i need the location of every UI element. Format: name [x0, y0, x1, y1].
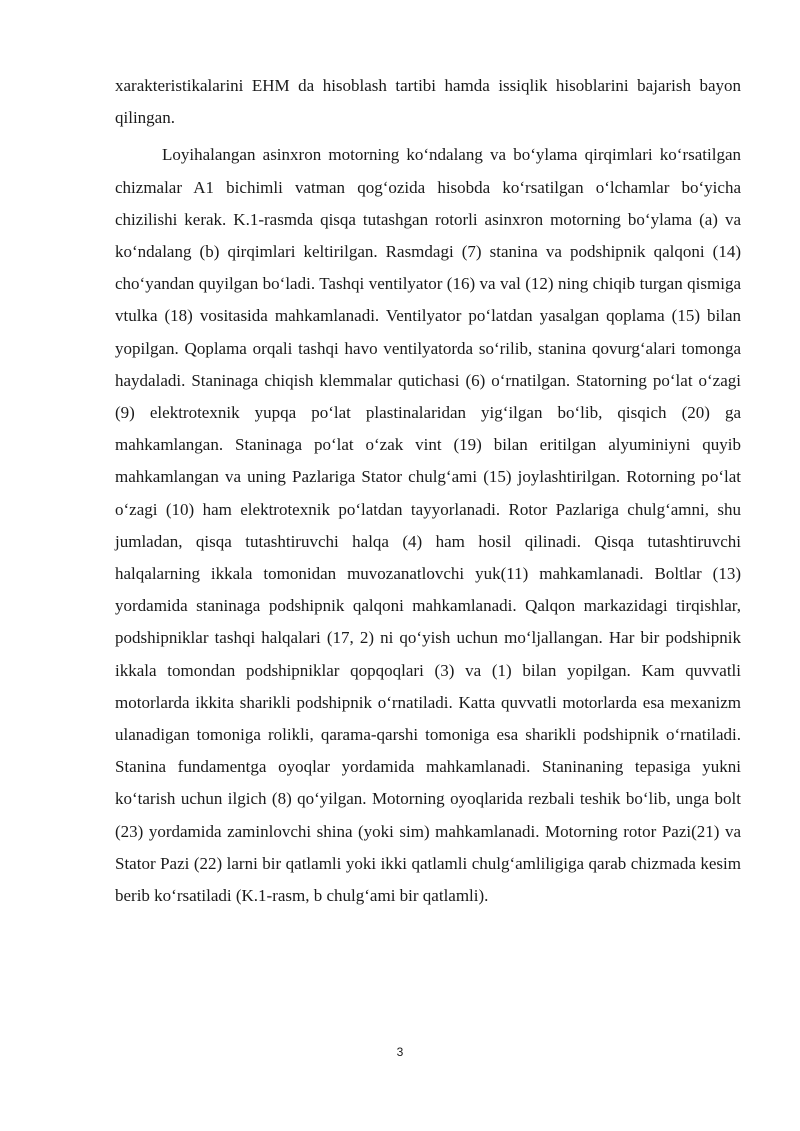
- paragraph-motor-description: Loyihalangan asinxron motorning koʻndalang va boʻylama qirqimlari koʻrsatilgan chizmalar A1 bichimli vatman qogʻozida hisobda koʻrsatilgan oʻlchamlar boʻyicha chizilishi kerak. K.1-rasmda qisqa tutashgan rotorli asinxron motorning boʻylama (a) va koʻndalang (b) qirqimlari keltirilgan. Rasmdagi (7) stanina va podshipnik qalqoni (14) choʻyandan quyilgan boʻladi. Tashqi ventilyator (16) va val (12) ning chiqib turgan qismiga vtulka (18) vositasida mahkamlanadi. Ventilyator poʻlatdan yasalgan qoplama (15) bilan yopilgan. Qoplama orqali tashqi havo ventilyatorda soʻrilib, stanina qovurgʻalari tomonga haydaladi. Staninaga chiqish klemmalar qutichasi (6) oʻrnatilgan. Statorning poʻlat oʻzagi (9) elektrotexnik yupqa poʻlat plastinalaridan yigʻilgan boʻlib, qisqich (20) ga mahkamlangan. Staninaga poʻlat oʻzak vint (19) bilan eritilgan alyuminiyni quyib mahkamlangan va uning Pazlariga Stator chulgʻami (15) joylashtirilgan. Rotorning poʻlat oʻzagi (10) ham elektrotexnik poʻlatdan tayyorlanadi. Rotor Pazlariga chulgʻamni, shu jumladan, qisqa tutashtiruvchi halqa (4) ham hosil qilinadi. Qisqa tutashtiruvchi halqalarning ikkala tomonidan muvozanatlovchi yuk(11) mahkamlanadi. Boltlar (13) yordamida staninaga podshipnik qalqoni mahkamlanadi. Qalqon markazidagi tirqishlar, podshipniklar tashqi halqalari (17, 2) ni qoʻyish uchun moʻljallangan. Har bir podshipnik ikkala tomondan podshipniklar qopqoqlari (3) va (1) bilan yopilgan. Kam quvvatli motorlarda ikkita sharikli podshipnik oʻrnatiladi. Katta quvvatli motorlarda esa mexanizm ulanadigan tomoniga rolikli, qarama-qarshi tomoniga esa sharikli podshipnik oʻrnatiladi. Stanina fundamentga oyoqlar yordamida mahkamlanadi. Staninaning tepasiga yukni koʻtarish uchun ilgich (8) qoʻyilgan. Motorning oyoqlarida rezbali teshik boʻlib, unga bolt (23) yordamida zaminlovchi shina (yoki sim) mahkamlanadi. Motorning rotor Pazi(21) va Stator Pazi (22) larni bir qatlamli yoki ikki qatlamli chulgʻamliligiga qarab chizmada kesim berib koʻrsatiladi (K.1-rasm, b chulgʻami bir qatlamli).: [115, 145, 741, 906]
- body-text: [115, 70, 741, 912]
- paragraph-continuation: xarakteristikalarini EHM da hisoblash tartibi hamda issiqlik hisoblarini bajarish bayon qilingan.: [115, 76, 741, 128]
- page-number: 3: [396, 1045, 404, 1059]
